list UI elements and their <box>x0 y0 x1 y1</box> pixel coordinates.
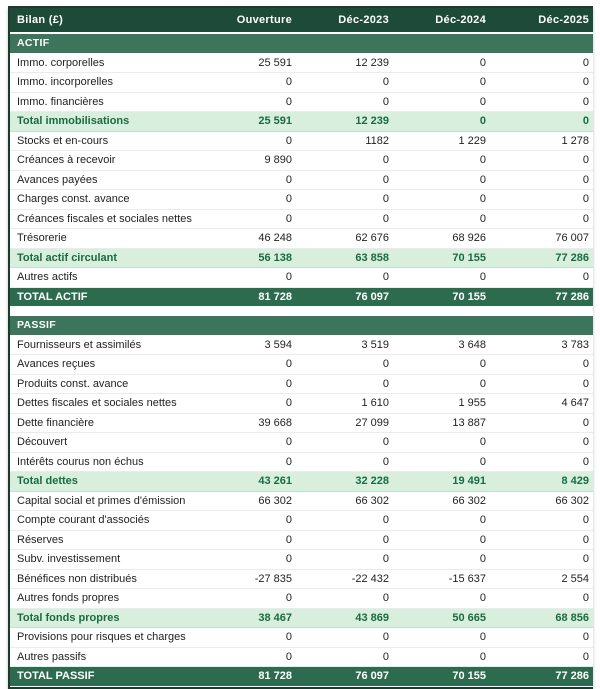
cell-value: 0 <box>496 433 593 453</box>
cell-value: 32 228 <box>302 472 399 492</box>
subtotal-row <box>10 608 593 628</box>
cell-value: 0 <box>496 589 593 609</box>
row-label: Provisions pour risques et charges <box>10 628 205 648</box>
row-label: Produits const. avance <box>10 374 205 394</box>
cell-value: 0 <box>205 433 302 453</box>
row-label: Total fonds propres <box>10 608 205 628</box>
cell-value: 0 <box>399 151 496 171</box>
cell-value: 38 467 <box>205 608 302 628</box>
cell-value: 0 <box>302 170 399 190</box>
cell-value: 0 <box>205 530 302 550</box>
cell-value: 0 <box>399 530 496 550</box>
cell-value: 0 <box>496 112 593 132</box>
cell-value: 81 728 <box>205 287 302 307</box>
subtotal-row <box>10 112 593 132</box>
cell-value: 0 <box>302 374 399 394</box>
table-row <box>10 589 593 609</box>
row-label: Capital social et primes d'émission <box>10 491 205 511</box>
row-label: Bénéfices non distribués <box>10 569 205 589</box>
table-row <box>10 209 593 229</box>
cell-value: 1182 <box>302 131 399 151</box>
cell-value: -15 637 <box>399 569 496 589</box>
cell-value: 0 <box>302 209 399 229</box>
section-spacer-cell <box>10 307 593 317</box>
cell-value: 13 887 <box>399 413 496 433</box>
cell-value: 0 <box>205 589 302 609</box>
row-label: Autres fonds propres <box>10 589 205 609</box>
cell-value: 3 519 <box>302 335 399 355</box>
table-header <box>10 8 593 33</box>
cell-value: 0 <box>496 73 593 93</box>
cell-value: 0 <box>496 374 593 394</box>
cell-value: 66 302 <box>496 491 593 511</box>
cell-value: 1 955 <box>399 394 496 414</box>
cell-value: 0 <box>302 151 399 171</box>
section-header-label: ACTIF <box>10 33 593 53</box>
table-row <box>10 355 593 375</box>
cell-value: 0 <box>205 170 302 190</box>
table-row <box>10 53 593 73</box>
cell-value: 0 <box>205 209 302 229</box>
column-header-dec-2024: Déc-2024 <box>399 8 496 33</box>
cell-value: 4 647 <box>496 394 593 414</box>
table-row <box>10 151 593 171</box>
cell-value: 0 <box>205 394 302 414</box>
table-body <box>10 33 593 686</box>
cell-value: 12 239 <box>302 112 399 132</box>
cell-value: 0 <box>205 628 302 648</box>
cell-value: 0 <box>205 92 302 112</box>
cell-value: 0 <box>496 628 593 648</box>
cell-value: 0 <box>496 209 593 229</box>
row-label: TOTAL PASSIF <box>10 667 205 687</box>
row-label: Dette financière <box>10 413 205 433</box>
cell-value: 1 229 <box>399 131 496 151</box>
cell-value: 0 <box>302 628 399 648</box>
cell-value: 43 261 <box>205 472 302 492</box>
table-row <box>10 229 593 249</box>
cell-value: 0 <box>302 190 399 210</box>
subtotal-row <box>10 248 593 268</box>
cell-value: 8 429 <box>496 472 593 492</box>
table-row <box>10 374 593 394</box>
row-label: Dettes fiscales et sociales nettes <box>10 394 205 414</box>
cell-value: 3 783 <box>496 335 593 355</box>
cell-value: 25 591 <box>205 112 302 132</box>
cell-value: 0 <box>302 647 399 667</box>
total-row <box>10 667 593 687</box>
table-title: Bilan (£) <box>10 8 205 33</box>
cell-value: 76 097 <box>302 287 399 307</box>
cell-value: 0 <box>205 374 302 394</box>
cell-value: 25 591 <box>205 53 302 73</box>
table-row <box>10 550 593 570</box>
table-row <box>10 628 593 648</box>
cell-value: 43 869 <box>302 608 399 628</box>
cell-value: 39 668 <box>205 413 302 433</box>
table-row <box>10 131 593 151</box>
cell-value: 9 890 <box>205 151 302 171</box>
cell-value: 0 <box>302 550 399 570</box>
cell-value: 2 554 <box>496 569 593 589</box>
cell-value: 27 099 <box>302 413 399 433</box>
cell-value: 0 <box>302 433 399 453</box>
cell-value: 76 097 <box>302 667 399 687</box>
column-header-dec-2023: Déc-2023 <box>302 8 399 33</box>
cell-value: 70 155 <box>399 287 496 307</box>
cell-value: 66 302 <box>399 491 496 511</box>
cell-value: 0 <box>496 92 593 112</box>
cell-value: 0 <box>302 452 399 472</box>
cell-value: 0 <box>205 355 302 375</box>
cell-value: 0 <box>302 355 399 375</box>
table-row <box>10 647 593 667</box>
cell-value: 0 <box>302 268 399 288</box>
row-label: Total actif circulant <box>10 248 205 268</box>
section-header-label: PASSIF <box>10 316 593 335</box>
table-row <box>10 530 593 550</box>
cell-value: 0 <box>496 151 593 171</box>
table-row <box>10 569 593 589</box>
cell-value: 1 278 <box>496 131 593 151</box>
table-row <box>10 491 593 511</box>
cell-value: 0 <box>302 511 399 531</box>
row-label: Immo. incorporelles <box>10 73 205 93</box>
cell-value: 68 856 <box>496 608 593 628</box>
cell-value: 0 <box>399 374 496 394</box>
table-row <box>10 170 593 190</box>
cell-value: 0 <box>399 170 496 190</box>
cell-value: 0 <box>205 73 302 93</box>
row-label: Réserves <box>10 530 205 550</box>
row-label: Créances fiscales et sociales nettes <box>10 209 205 229</box>
total-row <box>10 287 593 307</box>
cell-value: 0 <box>399 628 496 648</box>
cell-value: 0 <box>399 268 496 288</box>
cell-value: 0 <box>399 73 496 93</box>
cell-value: 77 286 <box>496 248 593 268</box>
cell-value: 0 <box>205 452 302 472</box>
table-row <box>10 413 593 433</box>
cell-value: 0 <box>496 530 593 550</box>
row-label: Créances à recevoir <box>10 151 205 171</box>
cell-value: 19 491 <box>399 472 496 492</box>
row-label: Intérêts courus non échus <box>10 452 205 472</box>
cell-value: 76 007 <box>496 229 593 249</box>
cell-value: 0 <box>399 433 496 453</box>
table-row <box>10 73 593 93</box>
cell-value: 0 <box>399 452 496 472</box>
cell-value: 0 <box>496 647 593 667</box>
cell-value: 0 <box>399 190 496 210</box>
cell-value: -27 835 <box>205 569 302 589</box>
cell-value: 56 138 <box>205 248 302 268</box>
cell-value: 81 728 <box>205 667 302 687</box>
row-label: Autres passifs <box>10 647 205 667</box>
row-label: Avances reçues <box>10 355 205 375</box>
cell-value: 66 302 <box>205 491 302 511</box>
cell-value: 0 <box>399 92 496 112</box>
row-label: Compte courant d'associés <box>10 511 205 531</box>
cell-value: 0 <box>302 589 399 609</box>
cell-value: 3 594 <box>205 335 302 355</box>
cell-value: 77 286 <box>496 287 593 307</box>
table-row <box>10 335 593 355</box>
subtotal-row <box>10 472 593 492</box>
section-header-row <box>10 33 593 53</box>
row-label: TOTAL ACTIF <box>10 287 205 307</box>
section-header-row <box>10 316 593 335</box>
cell-value: 0 <box>205 550 302 570</box>
cell-value: 12 239 <box>302 53 399 73</box>
cell-value: 1 610 <box>302 394 399 414</box>
cell-value: 0 <box>205 131 302 151</box>
cell-value: 0 <box>205 647 302 667</box>
row-label: Total immobilisations <box>10 112 205 132</box>
row-label: Immo. financières <box>10 92 205 112</box>
cell-value: 3 648 <box>399 335 496 355</box>
cell-value: 50 665 <box>399 608 496 628</box>
row-label: Total dettes <box>10 472 205 492</box>
row-label: Avances payées <box>10 170 205 190</box>
section-spacer <box>10 307 593 317</box>
cell-value: 0 <box>399 355 496 375</box>
cell-value: 0 <box>205 268 302 288</box>
cell-value: 0 <box>496 413 593 433</box>
cell-value: 0 <box>302 73 399 93</box>
cell-value: 70 155 <box>399 248 496 268</box>
row-label: Subv. investissement <box>10 550 205 570</box>
cell-value: 77 286 <box>496 667 593 687</box>
table-row <box>10 433 593 453</box>
row-label: Immo. corporelles <box>10 53 205 73</box>
header-row <box>10 8 593 33</box>
cell-value: 0 <box>496 355 593 375</box>
table-row <box>10 268 593 288</box>
cell-value: 0 <box>496 511 593 531</box>
row-label: Découvert <box>10 433 205 453</box>
cell-value: 0 <box>205 511 302 531</box>
cell-value: 0 <box>399 511 496 531</box>
cell-value: 0 <box>399 209 496 229</box>
row-label: Autres actifs <box>10 268 205 288</box>
cell-value: 62 676 <box>302 229 399 249</box>
cell-value: 0 <box>496 170 593 190</box>
column-header-ouverture: Ouverture <box>205 8 302 33</box>
cell-value: 66 302 <box>302 491 399 511</box>
cell-value: 0 <box>496 190 593 210</box>
cell-value: 0 <box>399 647 496 667</box>
table-row <box>10 394 593 414</box>
cell-value: 46 248 <box>205 229 302 249</box>
cell-value: 0 <box>302 530 399 550</box>
column-header-dec-2025: Déc-2025 <box>496 8 593 33</box>
cell-value: 0 <box>399 112 496 132</box>
cell-value: 0 <box>302 92 399 112</box>
cell-value: 70 155 <box>399 667 496 687</box>
cell-value: 68 926 <box>399 229 496 249</box>
cell-value: -22 432 <box>302 569 399 589</box>
cell-value: 0 <box>205 190 302 210</box>
row-label: Trésorerie <box>10 229 205 249</box>
cell-value: 0 <box>496 268 593 288</box>
cell-value: 0 <box>399 589 496 609</box>
row-label: Charges const. avance <box>10 190 205 210</box>
cell-value: 63 858 <box>302 248 399 268</box>
balance-sheet-table <box>8 6 593 689</box>
row-label: Fournisseurs et assimilés <box>10 335 205 355</box>
cell-value: 0 <box>496 550 593 570</box>
balance-sheet <box>10 8 593 687</box>
cell-value: 0 <box>496 452 593 472</box>
table-row <box>10 452 593 472</box>
row-label: Stocks et en-cours <box>10 131 205 151</box>
table-row <box>10 92 593 112</box>
table-row <box>10 511 593 531</box>
cell-value: 0 <box>399 53 496 73</box>
cell-value: 0 <box>399 550 496 570</box>
cell-value: 0 <box>496 53 593 73</box>
table-row <box>10 190 593 210</box>
